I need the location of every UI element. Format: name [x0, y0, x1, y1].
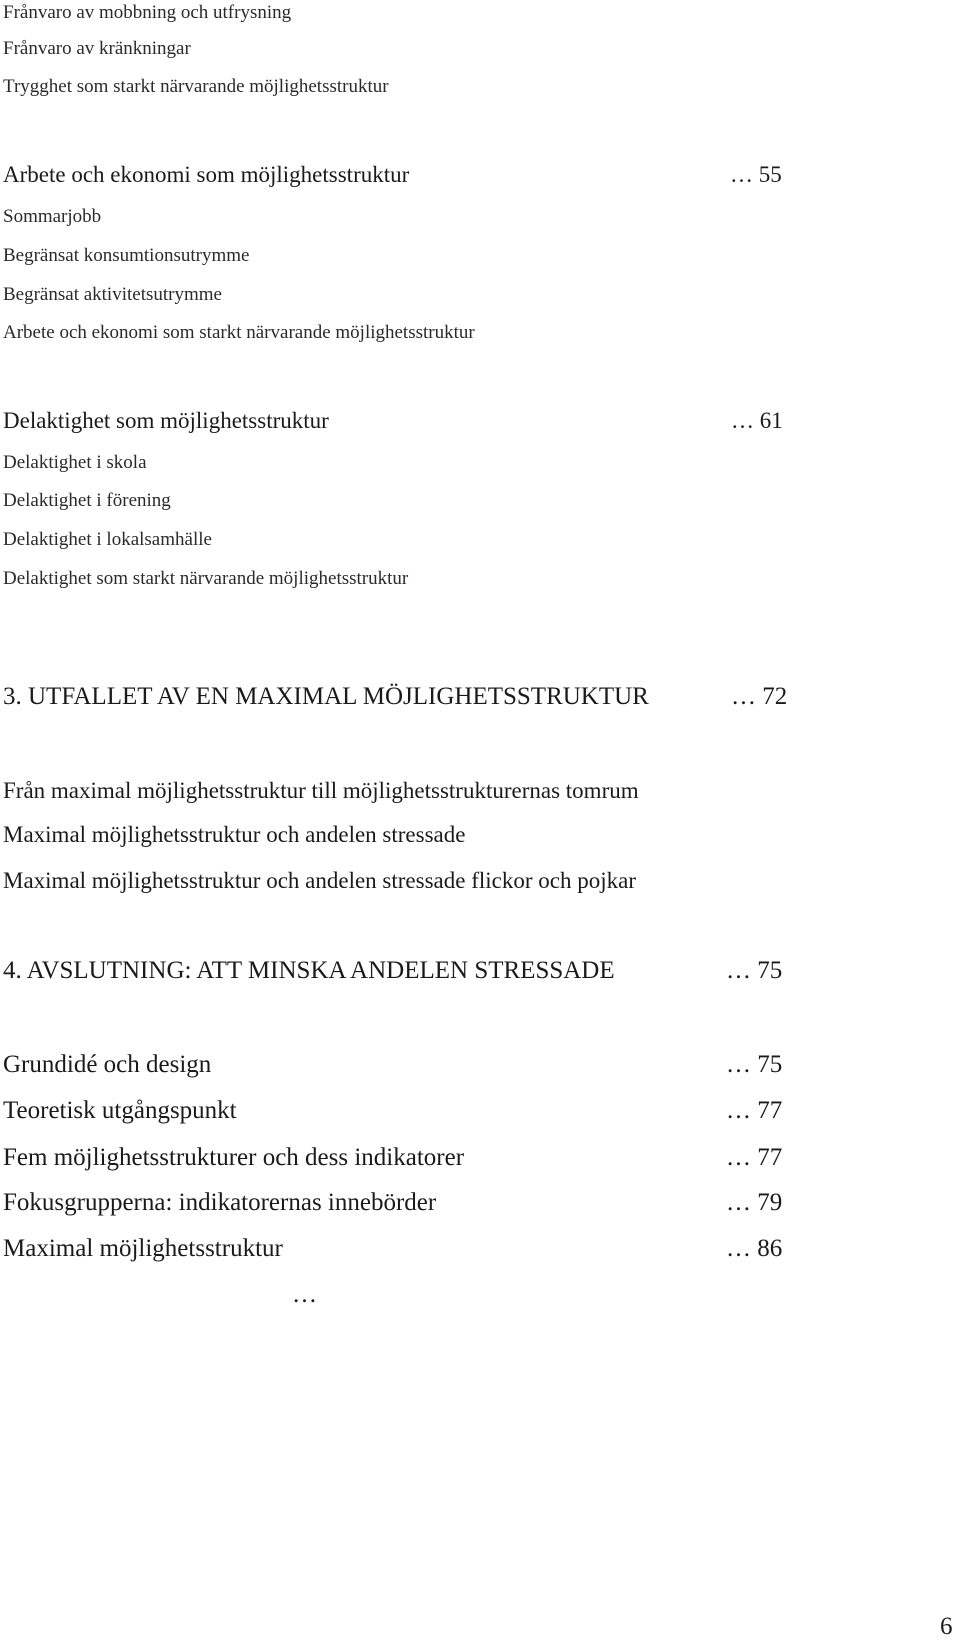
- toc-entry: Fokusgrupperna: indikatorernas innebörder: [3, 1189, 437, 1216]
- toc-entry: Frånvaro av mobbning och utfrysning: [3, 2, 292, 23]
- toc-page-number: … 55: [730, 162, 782, 187]
- toc-entry: Grundidé och design: [3, 1051, 212, 1078]
- toc-entry: Maximal möjlighetsstruktur och andelen stressade flickor och pojkar: [3, 868, 636, 893]
- toc-entry: Frånvaro av kränkningar: [3, 38, 191, 59]
- toc-entry: Delaktighet i lokalsamhälle: [3, 529, 212, 550]
- toc-entry: Från maximal möjlighetsstruktur till möjlighetsstrukturernas tomrum: [3, 778, 639, 803]
- toc-entry: Arbete och ekonomi som starkt närvarande möjlighetsstruktur: [3, 322, 475, 343]
- toc-entry: Sommarjobb: [3, 206, 102, 227]
- toc-page-number: … 79: [726, 1189, 783, 1216]
- toc-entry: Trygghet som starkt närvarande möjlighetsstruktur: [3, 76, 389, 97]
- trailing-ellipsis: …: [292, 1281, 317, 1308]
- toc-chapter-heading: 4. AVSLUTNING: ATT MINSKA ANDELEN STRESSADE: [3, 957, 615, 984]
- toc-page-number: … 77: [726, 1097, 783, 1124]
- toc-chapter-heading: 3. UTFALLET AV EN MAXIMAL MÖJLIGHETSSTRUKTUR: [3, 683, 649, 710]
- toc-entry: Delaktighet som starkt närvarande möjlighetsstruktur: [3, 568, 409, 589]
- toc-entry: Delaktighet i förening: [3, 490, 171, 511]
- toc-section-heading: Delaktighet som möjlighetsstruktur: [3, 408, 329, 433]
- toc-entry: Begränsat aktivitetsutrymme: [3, 284, 222, 305]
- toc-entry: Begränsat konsumtionsutrymme: [3, 245, 250, 266]
- toc-page-number: … 75: [726, 957, 783, 984]
- toc-page-number: … 86: [726, 1235, 783, 1262]
- toc-page-number: … 72: [731, 683, 788, 710]
- page-number: 6: [940, 1613, 953, 1640]
- toc-page-number: … 61: [731, 408, 783, 433]
- toc-entry: Teoretisk utgångspunkt: [3, 1097, 237, 1124]
- toc-page-number: … 77: [726, 1144, 783, 1171]
- toc-entry: Fem möjlighetsstrukturer och dess indikatorer: [3, 1144, 465, 1171]
- toc-page-number: … 75: [726, 1051, 783, 1078]
- toc-entry: Maximal möjlighetsstruktur: [3, 1235, 283, 1262]
- toc-entry: Maximal möjlighetsstruktur och andelen stressade: [3, 822, 466, 847]
- toc-section-heading: Arbete och ekonomi som möjlighetsstruktur: [3, 162, 410, 187]
- toc-entry: Delaktighet i skola: [3, 452, 147, 473]
